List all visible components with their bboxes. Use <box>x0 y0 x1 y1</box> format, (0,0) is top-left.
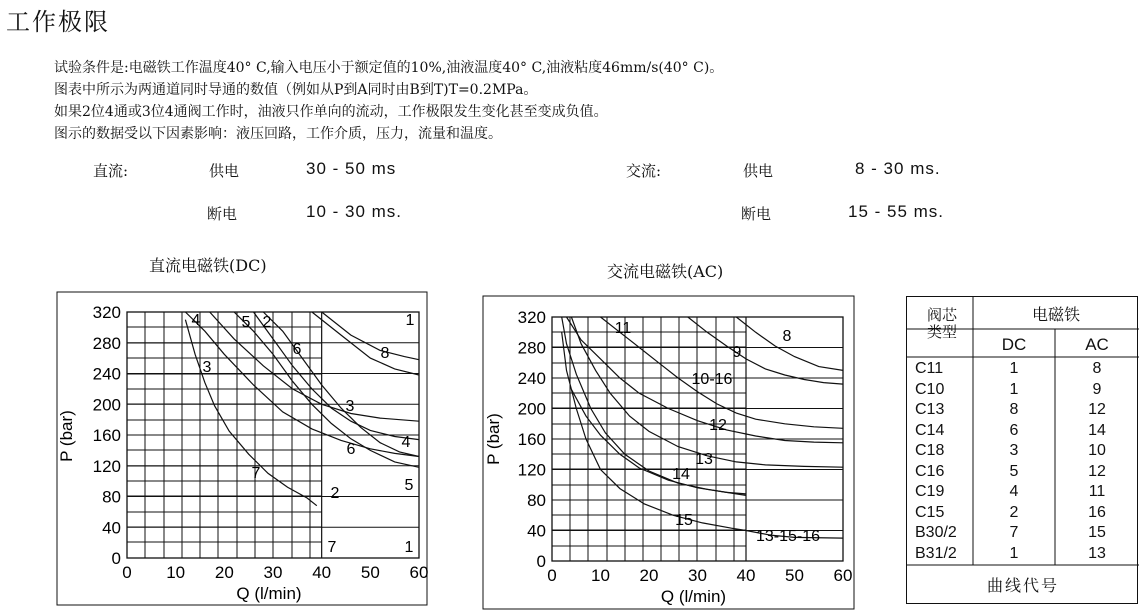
legend-spool-type: C15 <box>915 503 945 521</box>
legend-dc-curve: 1 <box>1009 360 1019 377</box>
legend-ac-curve: 12 <box>1088 401 1106 418</box>
ac-label: 交流: <box>626 162 662 180</box>
dc-x-tick-label: 0 <box>122 563 132 582</box>
dc-y-tick-label: 240 <box>92 364 121 384</box>
dc-y-tick-label: 160 <box>92 426 121 445</box>
dc-curve-label: 1 <box>405 312 415 329</box>
ac-curve-label: 9 <box>732 344 742 361</box>
dc-y-tick-label: 320 <box>92 303 121 322</box>
dc-x-tick-label: 30 <box>263 563 283 582</box>
legend-dc-curve: 7 <box>1009 524 1019 541</box>
condition-line-2: 图表中所示为两通道同时导通的数值（例如从P到A同时由B到T)T=0.2MPa。 <box>54 82 538 98</box>
condition-line-4: 图示的数据受以下因素影响：液压回路，工作介质，压力，流量和温度。 <box>54 126 502 142</box>
ac-curve-label: 14 <box>672 466 690 483</box>
dc-x-tick-label: 20 <box>214 563 234 582</box>
ac-y-tick-label: 120 <box>517 460 546 480</box>
legend-ac-curve: 9 <box>1092 380 1102 398</box>
legend-spool-type: C14 <box>915 421 945 439</box>
ac-off-label: 断电 <box>741 205 772 223</box>
legend-ac-curve: 15 <box>1088 524 1106 541</box>
dc-curve-label: 6 <box>346 441 356 458</box>
legend-ac-curve: 11 <box>1088 483 1106 500</box>
legend-spool-header: 阀芯 类型 <box>926 306 957 341</box>
ac-curve-label: 13-15-16 <box>755 528 821 545</box>
dc-curve-label: 7 <box>251 465 261 482</box>
dc-curve-label: 2 <box>262 314 272 331</box>
ac-chart-title: 交流电磁铁(AC) <box>607 262 724 281</box>
legend-dc-curve: 1 <box>1009 544 1019 562</box>
dc-x-tick-label: 40 <box>312 563 332 582</box>
legend-solenoid-header: 电磁铁 <box>1031 305 1080 324</box>
ac-x-tick-label: 10 <box>591 566 610 585</box>
legend-spool-type: C16 <box>915 462 945 480</box>
ac-curve-label: 8 <box>782 328 792 345</box>
ac-curve-label: 11 <box>614 320 632 337</box>
ac-curve-label: 12 <box>709 417 727 434</box>
ac-y-tick-label: 320 <box>517 308 546 327</box>
dc-off-label: 断电 <box>207 205 238 223</box>
ac-curve-label: 10-16 <box>691 371 733 388</box>
ac-x-tick-label: 30 <box>688 566 707 585</box>
legend-ac-curve: 13 <box>1088 544 1106 562</box>
legend-spool-type: C11 <box>915 360 944 377</box>
legend-col-ac: AC <box>1085 335 1109 354</box>
legend-ac-curve: 16 <box>1088 503 1106 521</box>
dc-curve-label: 4 <box>191 312 201 329</box>
legend-ac-curve: 14 <box>1088 421 1106 439</box>
dc-y-tick-label: 280 <box>92 333 121 353</box>
dc-y-tick-label: 0 <box>111 549 121 568</box>
legend-ac-curve: 10 <box>1088 442 1106 459</box>
dc-on-value: 30 - 50 ms <box>306 159 397 178</box>
legend-dc-curve: 6 <box>1009 421 1019 439</box>
dc-curve-label: 3 <box>345 398 355 415</box>
dc-curve-label: 6 <box>292 341 302 358</box>
ac-y-tick-label: 0 <box>536 552 546 571</box>
ac-y-axis-label: P (bar) <box>484 413 503 465</box>
condition-line-3: 如果2位4通或3位4通阀工作时，油液只作单向的流动，工作极限发生变化甚至变成负值。 <box>54 104 608 120</box>
dc-curve-label: 8 <box>380 345 390 362</box>
dc-x-tick-label: 50 <box>360 563 380 582</box>
dc-x-axis-label: Q (l/min) <box>236 584 302 603</box>
ac-x-axis-label: Q (l/min) <box>660 587 727 606</box>
ac-y-tick-label: 40 <box>527 521 546 541</box>
dc-chart-title: 直流电磁铁(DC) <box>149 256 267 275</box>
ac-on-label: 供电 <box>743 162 774 180</box>
ac-y-tick-label: 80 <box>527 491 546 510</box>
legend-spool-type: C10 <box>915 380 945 398</box>
ac-x-tick-label: 60 <box>833 566 853 585</box>
ac-off-value: 15 - 55 ms. <box>848 202 945 221</box>
ac-x-tick-label: 0 <box>547 566 557 585</box>
ac-y-tick-label: 160 <box>517 430 546 449</box>
legend-dc-curve: 4 <box>1009 483 1019 500</box>
ac-y-tick-label: 280 <box>517 338 546 358</box>
legend-spool-type: C13 <box>915 401 945 418</box>
ac-y-tick-label: 240 <box>517 369 546 388</box>
dc-off-value: 10 - 30 ms. <box>306 202 403 221</box>
legend-dc-curve: 3 <box>1009 442 1019 459</box>
legend-dc-curve: 8 <box>1009 401 1019 418</box>
dc-x-tick-label: 60 <box>409 563 429 582</box>
dc-curve-label: 7 <box>327 539 337 556</box>
dc-curve-label: 1 <box>404 539 414 556</box>
ac-curve-label: 15 <box>675 512 693 529</box>
legend-table <box>906 296 1138 604</box>
dc-curve-label: 4 <box>401 434 411 451</box>
condition-line-1: 试验条件是:电磁铁工作温度40° C,输入电压小于额定值的10%,油液温度40° C,油液粘度46mm/s(40° C)。 <box>54 60 724 76</box>
dc-label: 直流: <box>93 162 129 180</box>
legend-ac-curve: 12 <box>1088 462 1106 480</box>
legend-col-dc: DC <box>1001 335 1027 354</box>
legend-dc-curve: 5 <box>1009 462 1019 480</box>
ac-x-tick-label: 50 <box>785 566 804 585</box>
legend-dc-curve: 1 <box>1009 380 1019 398</box>
dc-y-tick-label: 120 <box>92 456 121 476</box>
ac-x-tick-label: 20 <box>639 566 659 585</box>
ac-curve-label: 13 <box>695 451 713 468</box>
ac-curve-12 <box>571 317 843 467</box>
legend-spool-type: B31/2 <box>915 544 957 562</box>
dc-y-axis-label: P (bar) <box>57 410 76 462</box>
legend-spool-type: C18 <box>915 442 945 459</box>
ac-on-value: 8 - 30 ms. <box>855 159 941 178</box>
legend-footer: 曲线代号 <box>986 576 1059 595</box>
dc-x-tick-label: 10 <box>166 563 186 582</box>
dc-curve-label: 5 <box>241 314 251 331</box>
dc-y-tick-label: 80 <box>102 487 121 507</box>
dc-on-label: 供电 <box>209 162 240 180</box>
legend-spool-type: B30/2 <box>915 524 957 541</box>
dc-curve-label: 2 <box>330 485 340 502</box>
legend-dc-curve: 2 <box>1009 503 1019 521</box>
ac-x-tick-label: 40 <box>736 566 756 585</box>
dc-curve-label: 5 <box>404 477 414 494</box>
legend-spool-type: C19 <box>915 483 945 500</box>
legend-ac-curve: 8 <box>1092 360 1102 377</box>
page-title: 工作极限 <box>6 8 110 36</box>
dc-curve-label: 3 <box>202 359 212 376</box>
ac-y-tick-label: 200 <box>517 399 546 419</box>
dc-y-tick-label: 200 <box>92 395 121 415</box>
dc-y-tick-label: 40 <box>102 518 121 538</box>
